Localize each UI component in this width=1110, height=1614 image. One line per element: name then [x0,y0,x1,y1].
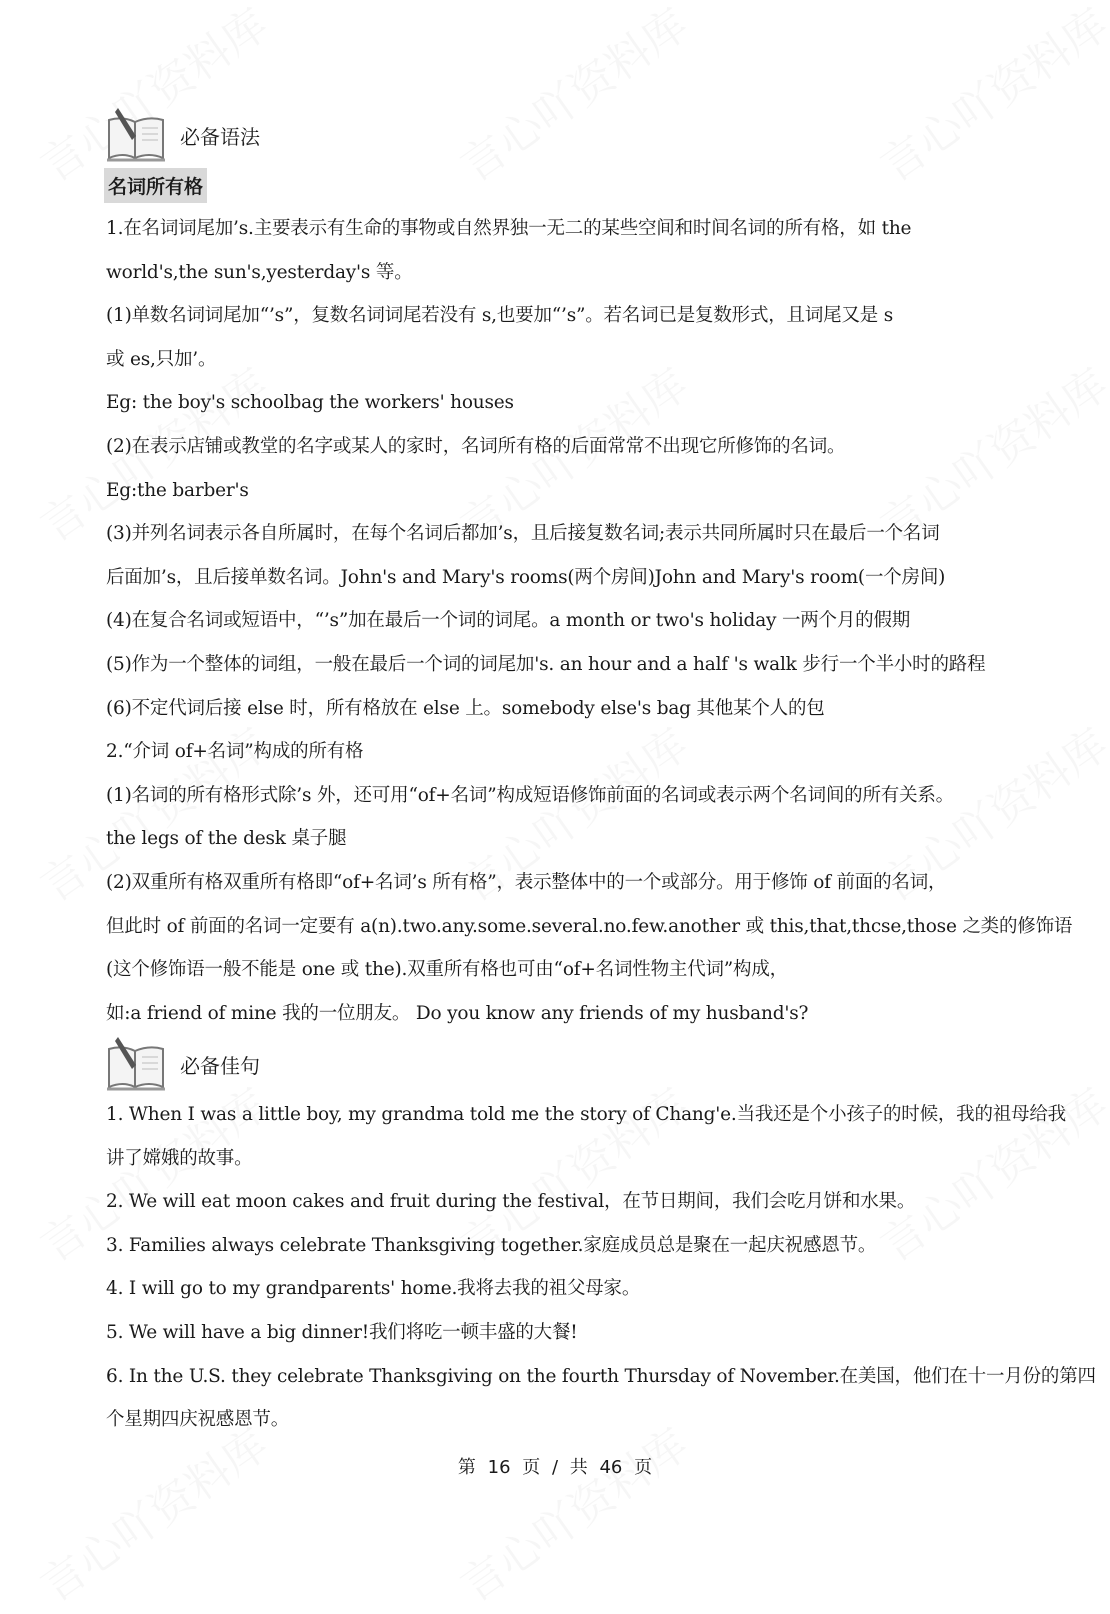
text-line: (1)名词的所有格形式除’s 外，还可用“of+名词”构成短语修饰前面的名词或表示两个名词间的所有关系。 [106,784,954,806]
text-line: 或 es,只加’。 [106,348,217,370]
text-line: 5. We will have a big dinner!我们将吃一顿丰盛的大餐! [106,1322,578,1343]
text-line: (5)作为一个整体的词组，一般在最后一个词的词尾加's. an hour and a half 's walk 步行一个半小时的路程 [106,654,986,675]
watermark [866,0,1110,194]
text-line: 后面加’s，且后接单数名词。John's and Mary's rooms(两个房间)John and Mary's room(一个房间) [106,566,946,588]
watermark [446,1410,699,1614]
text-line: (这个修饰语一般不能是 one 或 the).双重所有格也可由“of+名词性物主代词”构成， [106,959,788,981]
text-line: (2)双重所有格双重所有格即“of+名词’s 所有格”，表示整体中的一个或部分。用于修饰 of 前面的名词， [106,872,947,893]
text-line: (4)在复合名词或短语中，“’s”加在最后一个词的词尾。a month or two's holiday 一两个月的假期 [106,610,911,632]
text-line: the legs of the desk 桌子腿 [106,828,347,850]
text-line: (3)并列名词表示各自所属时，在每个名词后都加’s，且后接复数名词;表示共同所属时只在最后一个名词 [106,523,940,545]
text-line: (6)不定代词后接 else 时，所有格放在 else 上。somebody else's bag 其他某个人的包 [106,697,825,719]
text-line: 2. We will eat moon cakes and fruit during the festival，在节日期间，我们会吃月饼和水果。 [106,1191,916,1213]
subsection-title: 名词所有格 [104,168,207,203]
section-title: 必备佳句 [180,1053,260,1078]
text-line: (1)单数名词词尾加“’s”，复数名词词尾若没有 s,也要加“’s”。若名词已是复数形式，且词尾又是 s [106,305,894,327]
watermark [446,0,699,194]
section-heading-sentences [106,1035,260,1093]
text-line: world's,the sun's,yesterday's 等。 [106,261,413,283]
page-number: 第 16 页 / 共 46 页 [457,1457,653,1478]
text-line: Eg:the barber's [106,479,249,501]
text-line: 个星期四庆祝感恩节。 [106,1409,290,1431]
book-pencil-icon [106,106,166,164]
text-line: 1.在名词词尾加’s.主要表示有生命的事物或自然界独一无二的某些空间和时间名词的所有格，如 the [106,218,912,239]
section-heading-grammar [106,106,260,164]
section-title: 必备语法 [180,124,260,149]
text-line: 4. I will go to my grandparents' home.我将去我的祖父母家。 [106,1278,641,1300]
text-line: 如:a friend of mine 我的一位朋友。 Do you know any friends of my husband's? [106,1002,809,1024]
watermark [866,1070,1110,1274]
watermark [26,0,279,194]
text-line: 3. Families always celebrate Thanksgiving together.家庭成员总是聚在一起庆祝感恩节。 [106,1234,877,1256]
book-pencil-icon [106,1035,166,1093]
watermark [26,1410,279,1614]
text-line: Eg: the boy's schoolbag the workers' houses [106,392,514,414]
text-line: (2)在表示店铺或教堂的名字或某人的家时，名词所有格的后面常常不出现它所修饰的名词。 [106,436,846,457]
text-line: 6. In the U.S. they celebrate Thanksgiving on the fourth Thursday of November.在美国，他们在十一月份的第四 [106,1365,1096,1387]
text-line: 但此时 of 前面的名词一定要有 a(n).two.any.some.several.no.few.another 或 this,that,thcse,those 之类的修饰语 [106,915,1073,937]
text-line: 2.“介词 of+名词”构成的所有格 [106,741,364,763]
text-line: 讲了嫦娥的故事。 [106,1147,253,1169]
text-line: 1. When I was a little boy, my grandma told me the story of Chang'e.当我还是个小孩子的时候，我的祖母给我 [106,1104,1066,1125]
